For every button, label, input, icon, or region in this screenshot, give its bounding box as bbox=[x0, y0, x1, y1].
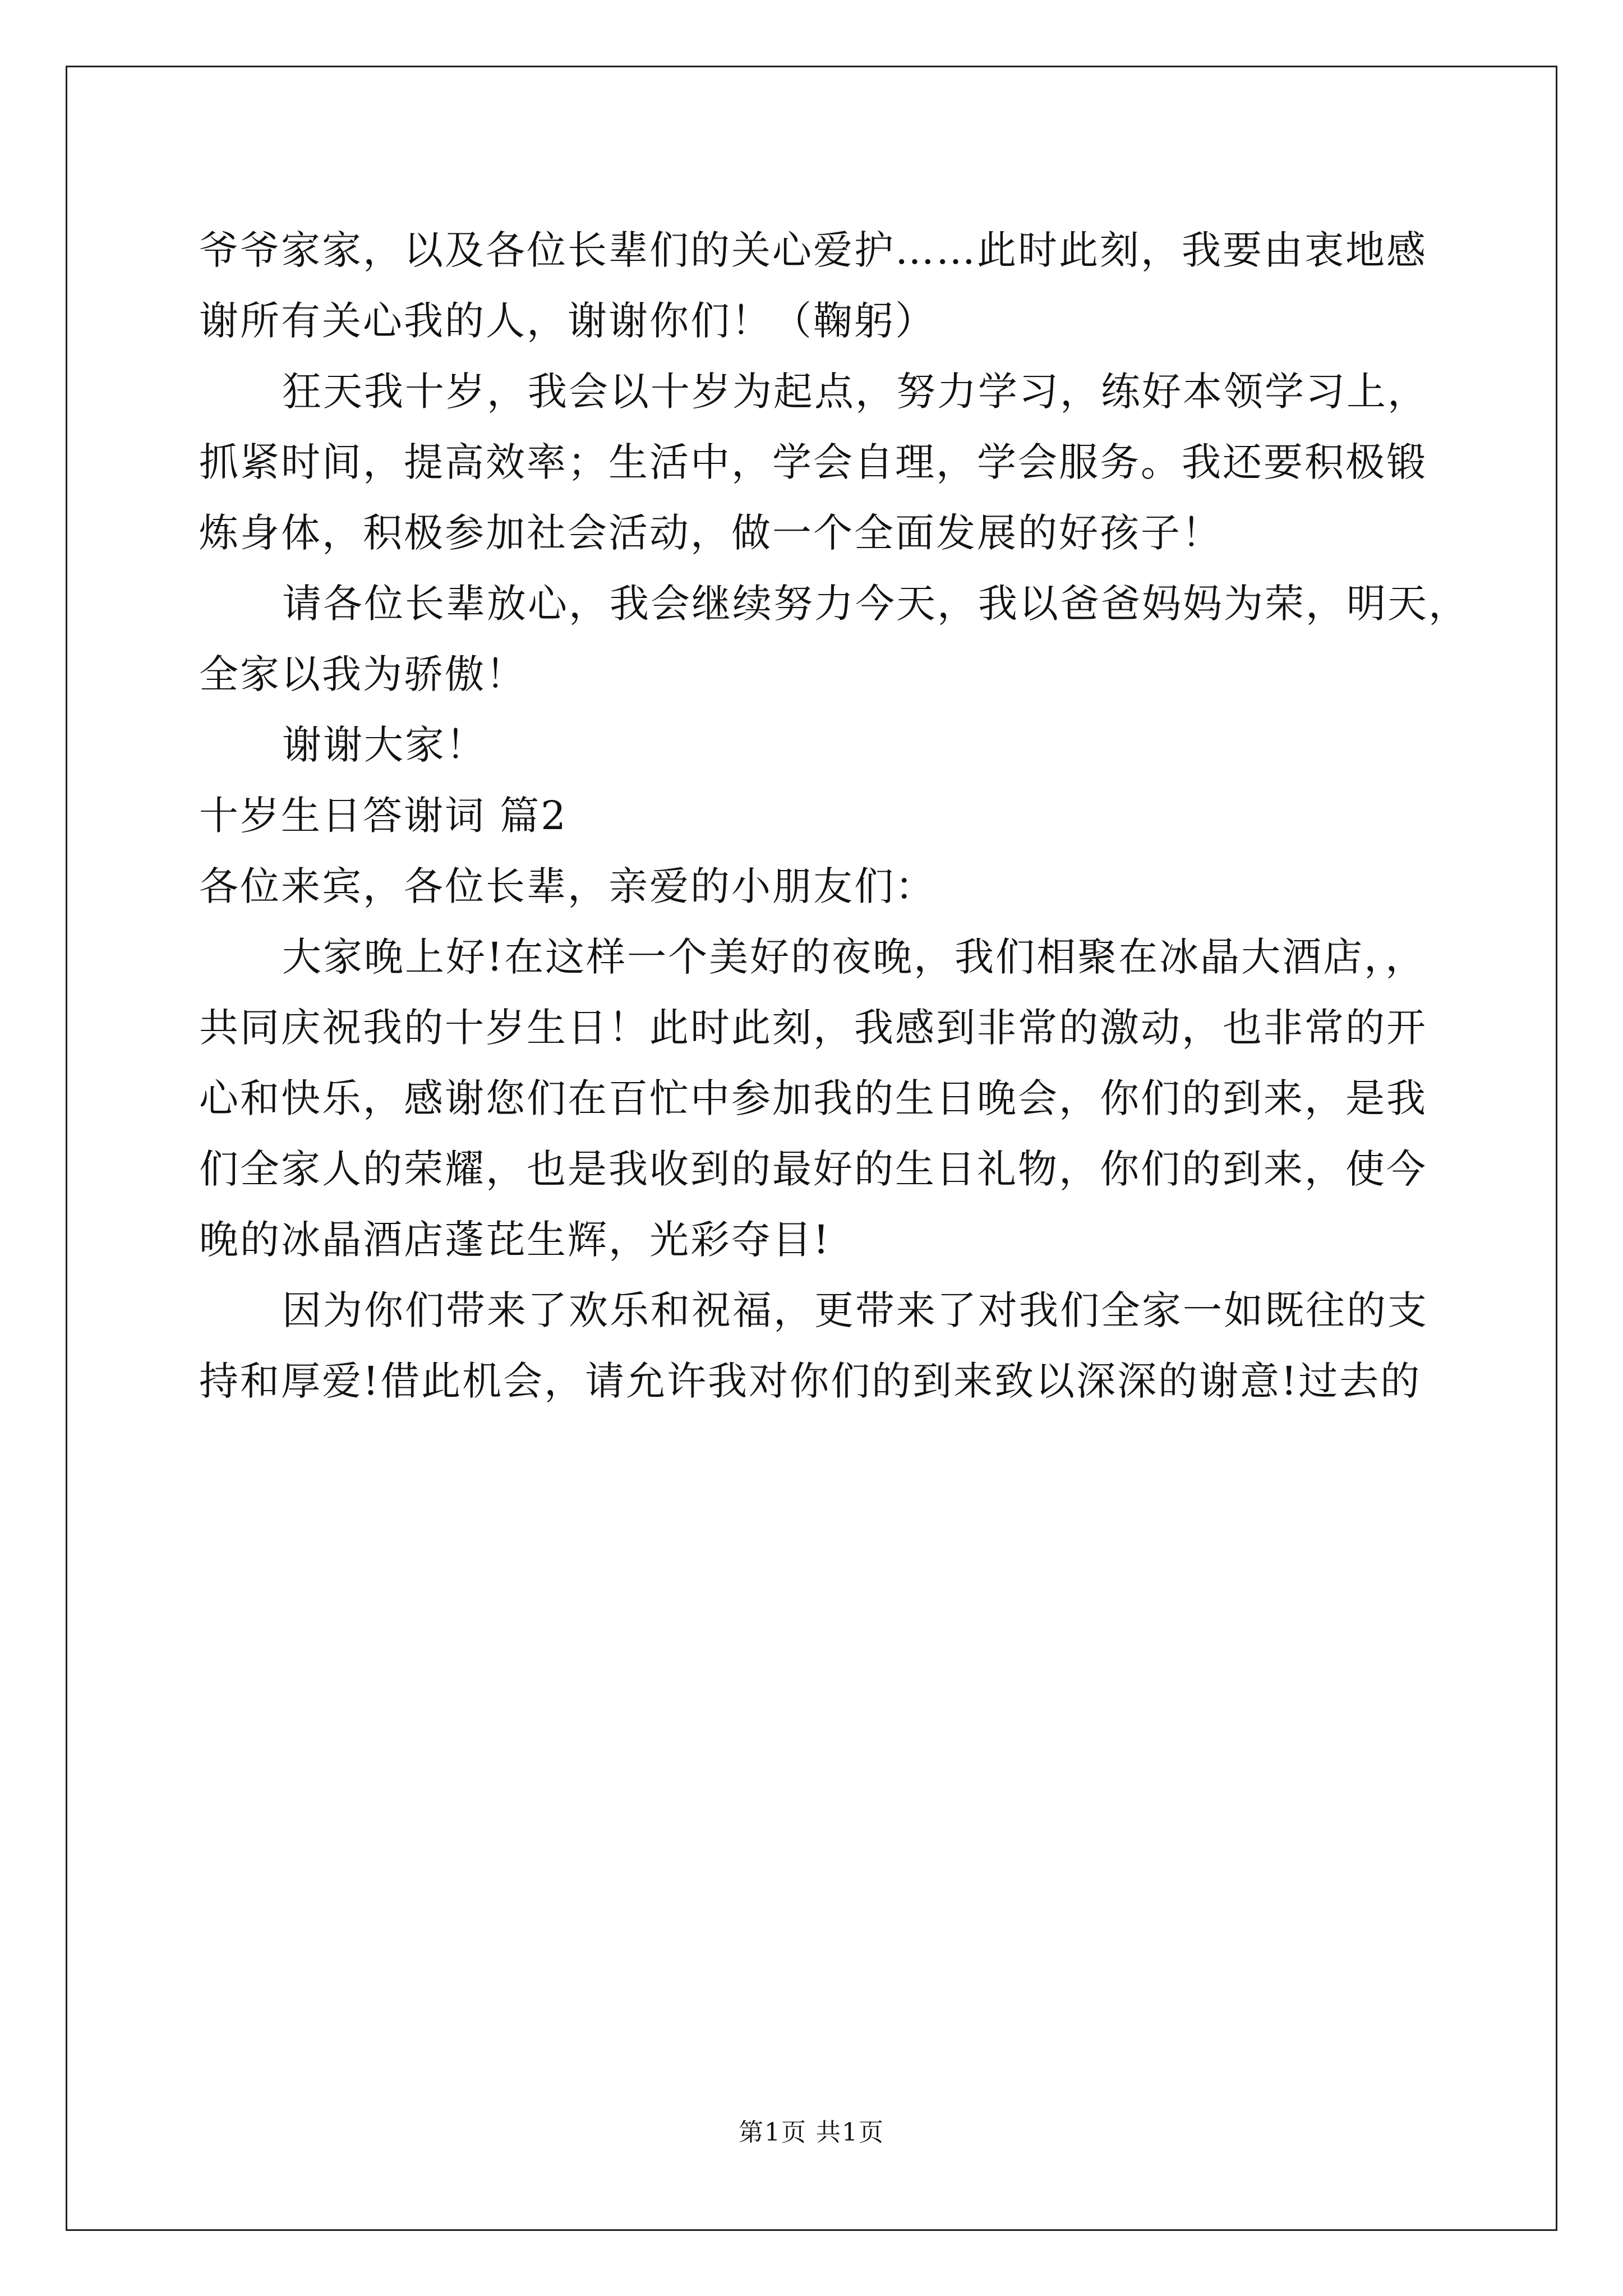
text-line-3: 狂天我十岁，我会以十岁为起点，努力学习，练好本领学习上， bbox=[282, 369, 1428, 415]
text-line-1: 爷爷家家，以及各位长辈们的关心爱护……此时此刻，我要由衷地感 bbox=[199, 227, 1427, 273]
text-line-8: 谢谢大家！ bbox=[282, 722, 487, 768]
text-line-12: 共同庆祝我的十岁生日！此时此刻，我感到非常的激动，也非常的开 bbox=[199, 1005, 1427, 1051]
text-line-17: 持和厚爱!借此机会，请允许我对你们的到来致以深深的谢意!过去的 bbox=[199, 1358, 1422, 1404]
text-line-5: 炼身体，积极参加社会活动，做一个全面发展的好孩子！ bbox=[199, 510, 1223, 556]
text-line-6: 请各位长辈放心，我会继续努力今天，我以爸爸妈妈为荣，明天， bbox=[282, 581, 1469, 627]
text-line-15: 晚的冰晶酒店蓬芘生辉，光彩夺目! bbox=[199, 1217, 831, 1263]
document-body bbox=[199, 215, 1483, 1416]
text-line-11: 大家晚上好!在这样一个美好的夜晚，我们相聚在冰晶大酒店，， bbox=[282, 934, 1427, 980]
salutation-line: 各位来宾，各位长辈，亲爱的小朋友们： bbox=[199, 863, 936, 909]
page-number-footer: 第1页 共1页 bbox=[739, 2118, 884, 2147]
text-line-14: 们全家人的荣耀，也是我收到的最好的生日礼物，你们的到来，使今 bbox=[199, 1146, 1427, 1192]
section-heading: 十岁生日答谢词 篇2 bbox=[199, 793, 568, 839]
text-line-13: 心和快乐，感谢您们在百忙中参加我的生日晚会，你们的到来，是我 bbox=[199, 1075, 1427, 1121]
text-line-16: 因为你们带来了欢乐和祝福，更带来了对我们全家一如既往的支 bbox=[282, 1287, 1428, 1333]
text-line-4: 抓紧时间，提高效率；生活中，学会自理，学会服务。我还要积极锻 bbox=[199, 439, 1427, 485]
text-line-7: 全家以我为骄傲！ bbox=[199, 651, 527, 697]
text-line-2: 谢所有关心我的人，谢谢你们！（鞠躬） bbox=[199, 298, 936, 344]
